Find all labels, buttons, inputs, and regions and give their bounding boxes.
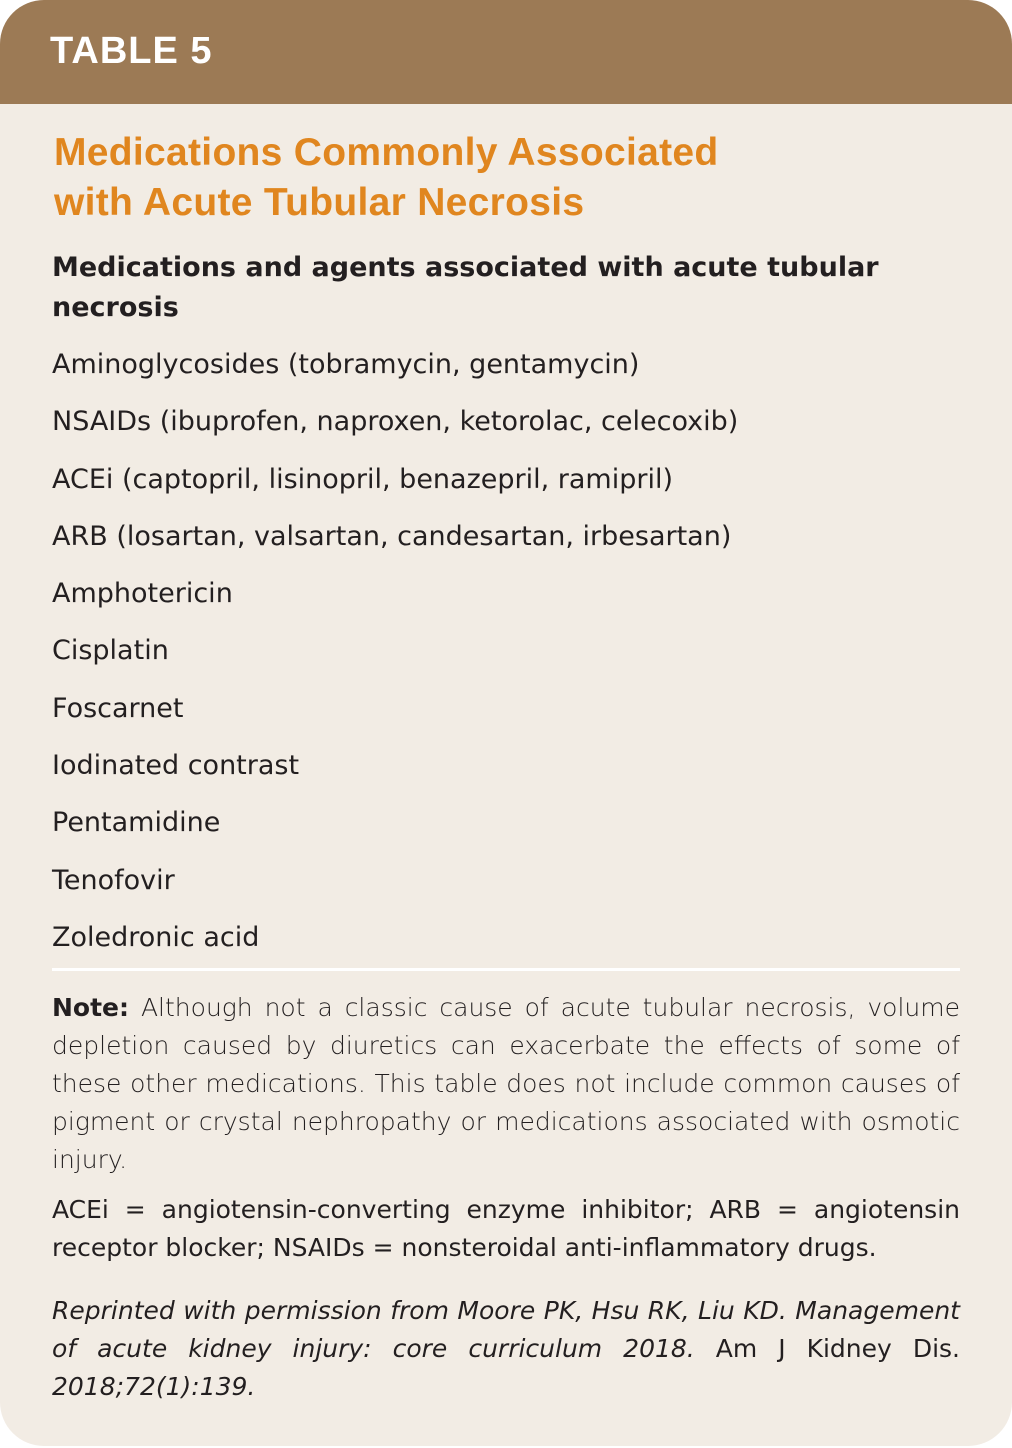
citation [52,1292,960,1406]
table-row: Pentamidine [52,807,221,839]
citation-journal: Am J Kidney Dis. [694,1334,960,1364]
table-row: Amphotericin [52,578,233,610]
table-title-line-1: Medications Commonly Associated [54,131,719,174]
citation-article: Reprinted with permission from Moore PK, Hsu RK, Liu KD. Management of acute kidney injury: core curriculum 2018. [52,1296,960,1364]
abbreviations: ACEi = angiotensin-converting enzyme inhibitor; ARB = angiotensin receptor blocker; NSAIDs = nonsteroidal anti-inflammatory drugs. [52,1195,960,1263]
note-label: Note: [52,993,130,1023]
table-content [52,128,960,1431]
table-title [54,128,960,228]
table-row: Tenofovir [52,864,175,896]
column-header: Medications and agents associated with acute tubular necrosis [52,252,879,323]
divider [52,968,960,971]
citation-volume: 2018;72(1):139. [52,1372,256,1402]
table-title-line-2: with Acute Tubular Necrosis [54,181,585,224]
table-number: TABLE 5 [50,30,213,72]
table-row: Zoledronic acid [52,921,260,953]
table-row: Foscarnet [52,692,184,724]
table-row: ARB (losartan, valsartan, candesartan, irbesartan) [52,520,732,552]
table-note [52,989,960,1179]
table-row: NSAIDs (ibuprofen, naproxen, ketorolac, celecoxib) [52,406,739,438]
table-row: Aminoglycosides (tobramycin, gentamycin) [52,349,640,380]
table-row: Iodinated contrast [52,750,300,782]
table-row: Cisplatin [52,635,169,667]
table-row: ACEi (captopril, lisinopril, benazepril, ramipril) [52,463,673,495]
table-header-bar [0,0,1012,104]
medication-list [52,336,960,966]
note-text: Although not a classic cause of acute tubular necrosis, volume depletion caused by diuretics can exacerbate the effects of some of these other medications. This table does not include common causes of pigment or crystal nephropathy or medications associated with osmotic injury. [52,993,960,1175]
